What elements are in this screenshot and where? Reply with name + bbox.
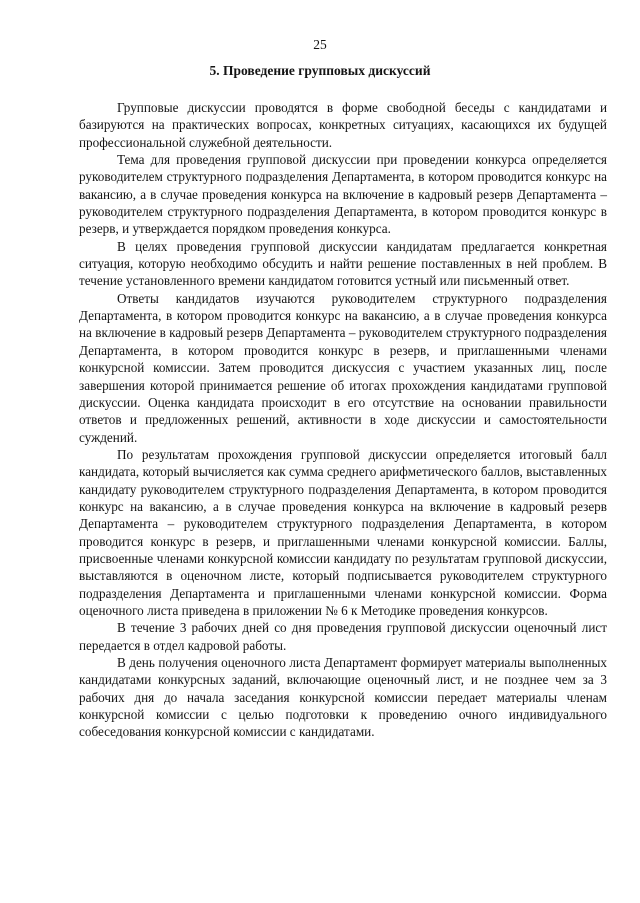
paragraph-final-score: По результатам прохождения групповой дискуссии определяется итоговый балл кандидата, который вычисляется как сумма среднего арифметического баллов, выставленных кандидату руководителем структурного подразделения Департамента, в котором проводится конкурс на вакансию, а в случае проведения конкурса на включение в кадровый резерв Департамента – руководителем структурного подразделения Департамента, в котором проводится конкурс в резерв, и приглашенными членами конкурсной комиссии. Баллы, присвоенные членами конкурсной комиссии кандидату по результатам групповой дискуссии, выставляются в оценочном листе, который подписывается руководителем структурного подразделения Департамента и приглашенными членами конкурсной комиссии. Форма оценочного листа приведена в приложении № 6 к Методике проведения конкурсов.	[79, 446, 607, 618]
paragraph-evaluation-sheet-transfer: В течение 3 рабочих дней со дня проведения групповой дискуссии оценочный лист передается в отдел кадровой работы.	[79, 620, 607, 653]
paragraph-discussion-situation: В целях проведения групповой дискуссии кандидатам предлагается конкретная ситуация, которую необходимо обсудить и найти решение поставленных в ней проблем. В течение установленного времени кандидатом готовится устный или письменный ответ.	[79, 238, 607, 289]
section-title: 5. Проведение групповых дискуссий	[209, 63, 431, 78]
paragraph-answer-evaluation: Ответы кандидатов изучаются руководителем структурного подразделения Департамента, в котором проводится конкурс на вакансию, а в случае проведения конкурса на включение в кадровый резерв Департамента – руководителем структурного подразделения Департамента, в котором проводится конкурс в резерв, и приглашенными членами конкурсной комиссии. Затем проводится дискуссия с участием указанных лиц, после завершения которой принимается решение об итогах прохождения кандидатами групповой дискуссии. Оценка кандидата происходит в его отсутствие на основании правильности ответов и предложенных решений, активности в ходе дискуссии и самостоятельности суждений.	[79, 290, 607, 445]
body-text	[79, 99, 607, 741]
paragraph-group-discussion-format: Групповые дискуссии проводятся в форме свободной беседы с кандидатами и базируются на практических вопросах, конкретных ситуациях, касающихся их будущей профессиональной служебной деятельности.	[79, 100, 607, 150]
paragraph-discussion-topic: Тема для проведения групповой дискуссии при проведении конкурса определяется руководителем структурного подразделения Департамента, в котором проводится конкурс на вакансию, а в случае проведения конкурса на включение в кадровый резерв Департамента – руководителем структурного подразделения Департамента, в котором проводится конкурс в резерв, и утверждается порядком проведения конкурса.	[79, 152, 607, 237]
page-number: 25	[313, 37, 327, 52]
paragraph-materials-transfer: В день получения оценочного листа Департамент формирует материалы выполненных кандидатами конкурсных заданий, включающие оценочный лист, и не позднее чем за 3 рабочих дня до начала заседания конкурсной комиссии передает материалы членам конкурсной комиссии с целью подготовки к проведению очного индивидуального собеседования конкурсной комиссии с кандидатами.	[79, 655, 607, 740]
